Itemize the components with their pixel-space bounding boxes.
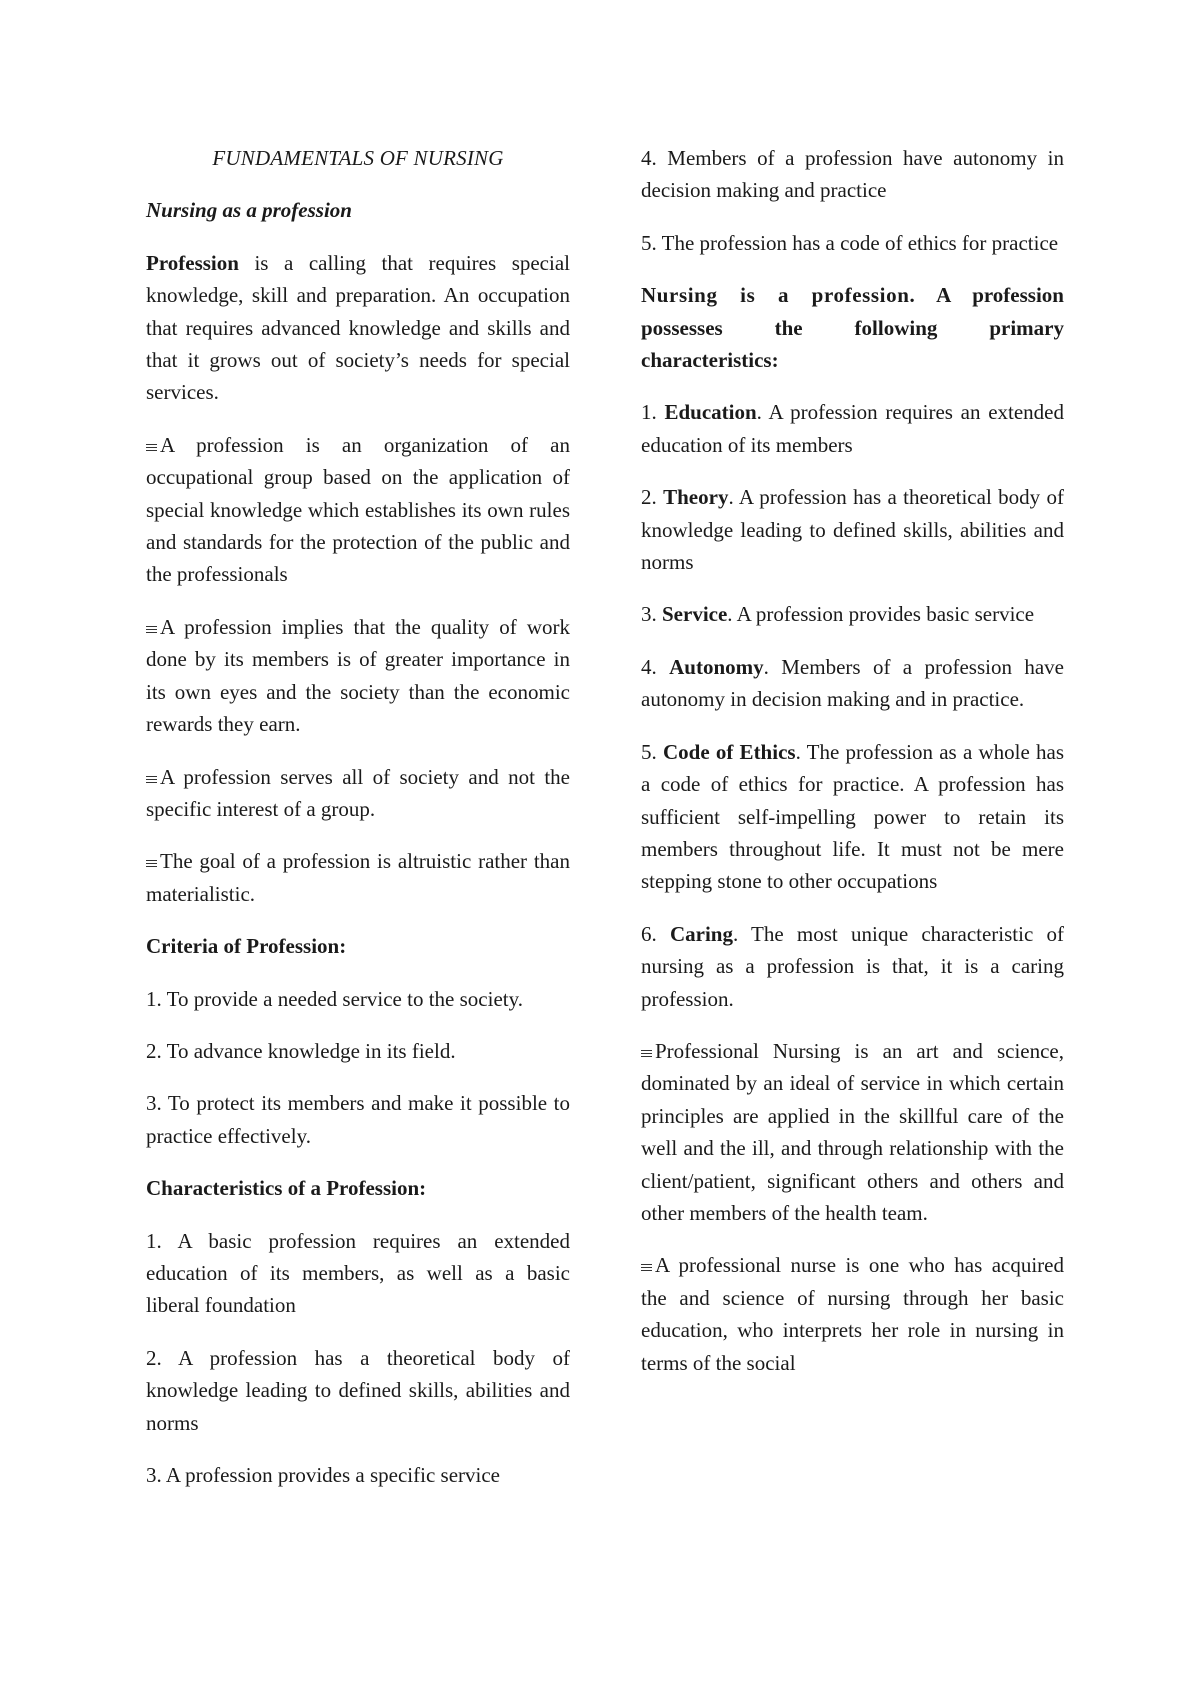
characteristic-item: 1. A basic profession requires an extended education of its members, as well as a basic liberal foundation bbox=[146, 1228, 570, 1318]
item-term: Education bbox=[664, 400, 757, 425]
item-number: 5. bbox=[641, 739, 663, 764]
item-number: 4. bbox=[641, 654, 670, 679]
section-title: Nursing as a profession bbox=[146, 198, 352, 223]
characteristic-item: 2. A profession has a theoretical body of knowledge leading to defined skills, abilities and norms bbox=[146, 1345, 570, 1435]
bullet-paragraph bbox=[641, 1249, 1064, 1379]
bullet-paragraph bbox=[146, 611, 570, 741]
item-term: Code of Ethics bbox=[662, 739, 796, 764]
criteria-item: 2. To advance knowledge in its field. bbox=[146, 1038, 456, 1063]
bullet-text: The goal of a profession is altruistic rather than materialistic. bbox=[146, 849, 570, 906]
list-bullet-icon bbox=[641, 1050, 652, 1057]
item-term: Theory bbox=[663, 485, 729, 510]
item-number: 3. bbox=[641, 602, 662, 627]
item-text: . A profession requires an extended education of its members bbox=[641, 400, 1064, 457]
profession-definition-text: is a calling that requires special knowledge, skill and preparation. An occupation that requires advanced knowledge and skills and that it grows out of society’s needs for special services. bbox=[146, 250, 570, 405]
criteria-item: 3. To protect its members and make it possible to practice effectively. bbox=[146, 1091, 570, 1148]
item-text: . A profession provides basic service bbox=[727, 602, 1035, 627]
document-title: FUNDAMENTALS OF NURSING bbox=[212, 146, 504, 170]
criteria-item: 1. To provide a needed service to the society. bbox=[146, 986, 523, 1011]
bullet-text: A profession implies that the quality of work done by its members is of greater importance in its own eyes and the society than the economic rewards they earn. bbox=[146, 614, 570, 737]
primary-characteristics-heading bbox=[641, 279, 1064, 376]
bullet-paragraph bbox=[641, 1035, 1064, 1229]
item-number: 1. bbox=[641, 400, 665, 425]
profession-definition bbox=[146, 247, 570, 409]
item-term: Caring bbox=[669, 921, 733, 946]
item-text: . A profession has a theoretical body of knowledge leading to defined skills, abilities and norms bbox=[641, 485, 1065, 575]
characteristic-item: 4. Members of a profession have autonomy in decision making and practice bbox=[641, 146, 1064, 203]
primary-characteristic bbox=[641, 481, 1064, 578]
profession-term: Profession bbox=[146, 250, 239, 275]
bullet-paragraph bbox=[146, 429, 570, 591]
item-number: 2. bbox=[641, 485, 664, 510]
list-bullet-icon bbox=[641, 1264, 652, 1271]
bullet-paragraph bbox=[146, 761, 570, 826]
right-column bbox=[641, 142, 1064, 1399]
criteria-heading: Criteria of Profession: bbox=[146, 934, 347, 959]
primary-characteristic bbox=[641, 396, 1064, 461]
primary-characteristic bbox=[641, 651, 1064, 716]
bullet-text: Professional Nursing is an art and science, dominated by an ideal of service in which certain principles are applied in the skillful care of the well and the ill, and through relationship with the client/patient, significant others and others and other members of the health team. bbox=[641, 1038, 1064, 1225]
primary-heading-part-b: A profession possesses the following primary characteristics: bbox=[641, 283, 1064, 373]
primary-characteristic bbox=[641, 736, 1064, 898]
item-text: . The most unique characteristic of nursing as a profession is that, it is a caring profession. bbox=[641, 921, 1064, 1011]
characteristics-heading: Characteristics of a Profession: bbox=[146, 1176, 427, 1201]
characteristic-item: 3. A profession provides a specific service bbox=[146, 1463, 500, 1487]
item-text: . Members of a profession have autonomy in decision making and in practice. bbox=[641, 654, 1064, 712]
list-bullet-icon bbox=[146, 444, 157, 451]
bullet-text: A profession is an organization of an occupational group based on the application of special knowledge which establishes its own rules and standards for the protection of the public and the professionals bbox=[146, 432, 570, 587]
bullet-paragraph bbox=[146, 845, 570, 910]
primary-heading-part-a: Nursing is a profession. bbox=[641, 283, 916, 308]
item-number: 6. bbox=[641, 921, 670, 946]
primary-characteristic bbox=[641, 598, 1064, 630]
list-bullet-icon bbox=[146, 776, 157, 783]
item-term: Service bbox=[662, 602, 728, 627]
bullet-text: A profession serves all of society and not the specific interest of a group. bbox=[146, 764, 570, 821]
list-bullet-icon bbox=[146, 626, 157, 633]
list-bullet-icon bbox=[146, 860, 157, 867]
item-text: . The profession as a whole has a code of ethics for practice. A profession has sufficient self-impelling power to retain its members throughout life. It must not be mere stepping stone to other occupations bbox=[641, 739, 1065, 894]
bullet-text: A professional nurse is one who has acquired the and science of nursing through her basic education, who interprets her role in nursing in terms of the social bbox=[641, 1253, 1064, 1375]
characteristic-item: 5. The profession has a code of ethics for practice bbox=[641, 230, 1059, 255]
primary-characteristic bbox=[641, 918, 1064, 1015]
left-column bbox=[146, 142, 570, 1511]
item-term: Autonomy bbox=[669, 654, 764, 679]
